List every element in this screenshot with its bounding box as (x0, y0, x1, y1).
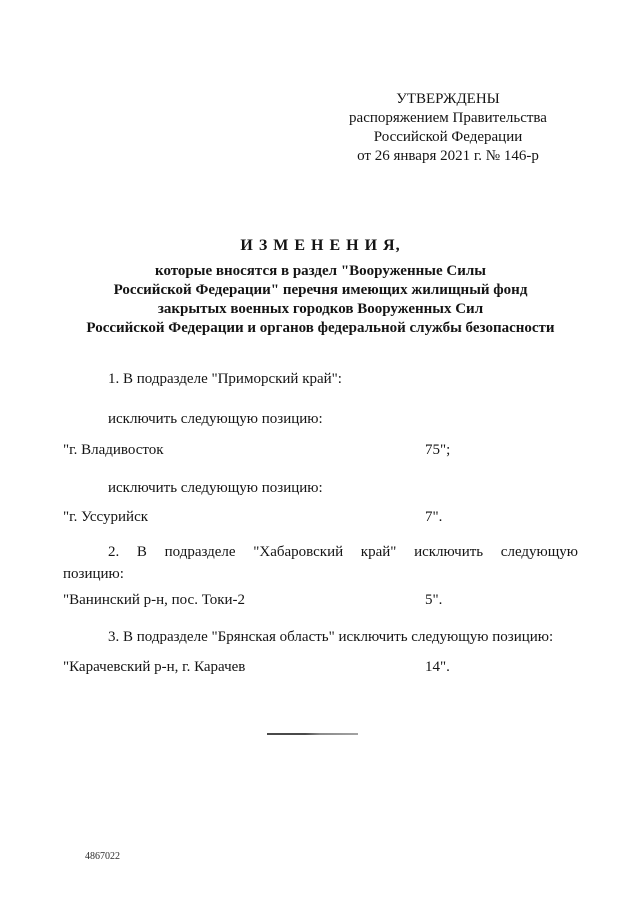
subtitle-line: закрытых военных городков Вооруженных Сил (157, 301, 484, 317)
section-2-heading-line-1: 2. В подразделе "Хабаровский край" исключить следующую (108, 544, 578, 560)
position-name: "г. Владивосток (63, 442, 164, 458)
section-1-instruction-1: исключить следующую позицию: (108, 411, 323, 427)
approval-line-federation: Российской Федерации (373, 129, 523, 145)
approval-line-order: распоряжением Правительства (349, 110, 547, 126)
excluded-position-row-toki (63, 591, 578, 610)
section-1-heading: 1. В подразделе "Приморский край": (108, 371, 342, 387)
excluded-position-row-vladivostok (63, 441, 578, 460)
section-2-heading-line-2: позицию: (63, 566, 124, 582)
excluded-position-row-karachev (63, 658, 578, 677)
position-value: 5". (425, 592, 443, 608)
section-3-heading: 3. В подразделе "Брянская область" исключить следующую позицию: (108, 629, 554, 645)
approval-line-approved: УТВЕРЖДЕНЫ (396, 91, 500, 107)
document-title: И З М Е Н Е Н И Я, (240, 237, 401, 254)
subtitle-line: Российской Федерации" перечня имеющих жилищный фонд (113, 282, 528, 298)
end-separator-line (267, 733, 358, 735)
approval-block (348, 90, 548, 166)
position-value: 14". (425, 659, 450, 675)
position-value: 7". (425, 509, 443, 525)
section-2-heading (63, 541, 578, 585)
section-1-instruction-2: исключить следующую позицию: (108, 480, 323, 496)
approval-line-date-number: от 26 января 2021 г. № 146-р (357, 148, 539, 164)
position-name: "г. Уссурийск (63, 509, 149, 525)
document-subtitle (63, 262, 578, 338)
subtitle-line: которые вносятся в раздел "Вооруженные Силы (155, 263, 486, 279)
position-value: 75"; (425, 442, 451, 458)
excluded-position-row-ussuriysk (63, 508, 578, 527)
position-name: "Карачевский р-н, г. Карачев (63, 659, 246, 675)
subtitle-line: Российской Федерации и органов федеральной службы безопасности (86, 320, 555, 336)
position-name: "Ванинский р-н, пос. Токи-2 (63, 592, 246, 608)
document-code: 4867022 (85, 851, 120, 862)
